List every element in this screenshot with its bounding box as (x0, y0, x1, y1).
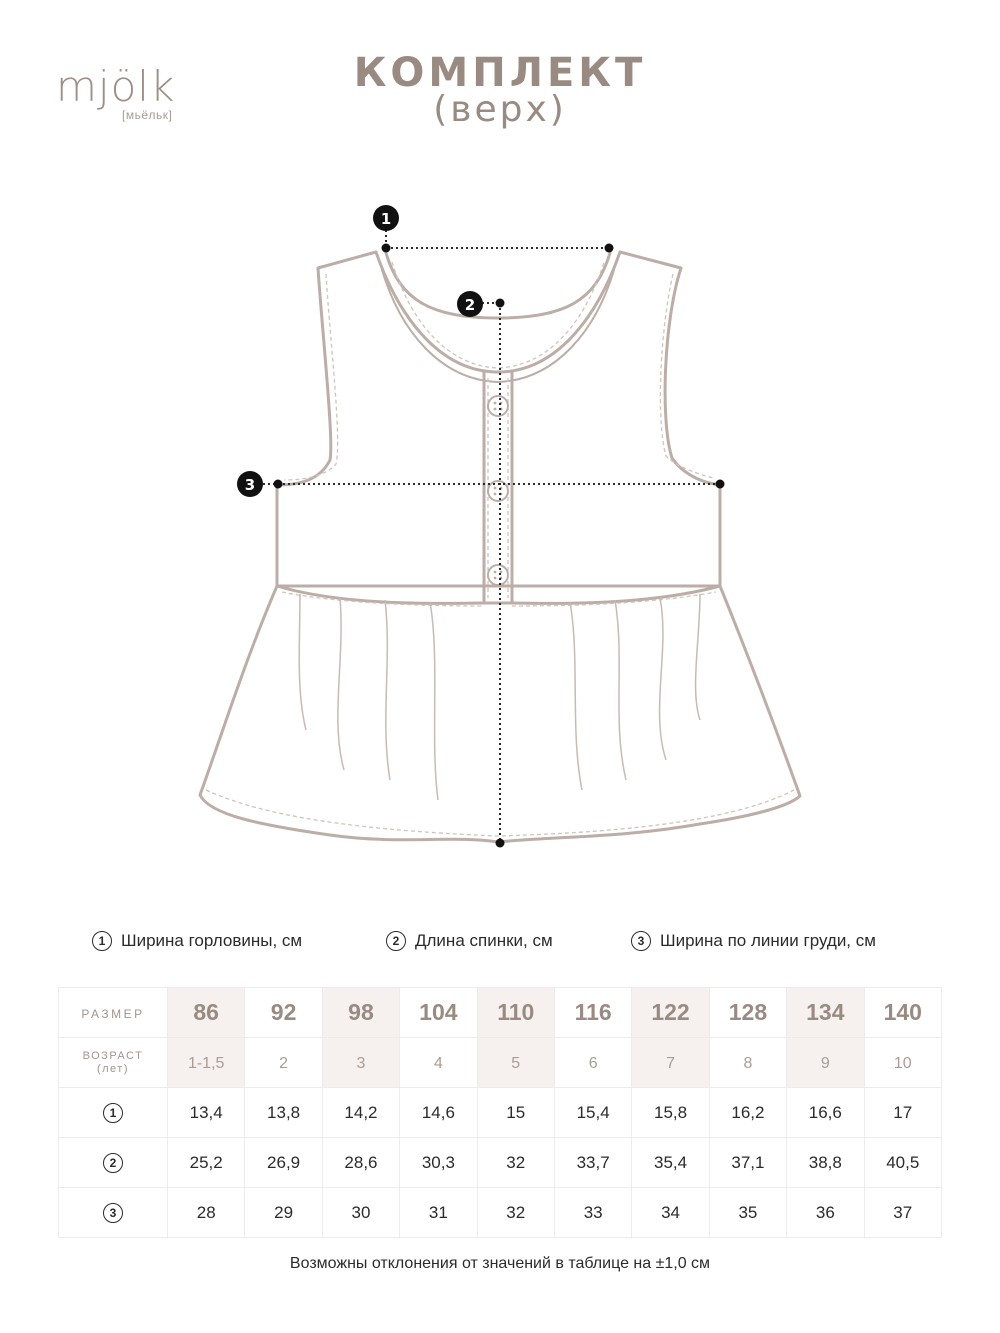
age-cell: 7 (632, 1038, 709, 1088)
age-cell: 1-1,5 (168, 1038, 245, 1088)
value-cell: 32 (477, 1138, 554, 1188)
page-subtitle: (верх) (433, 89, 567, 130)
size-cell: 116 (554, 988, 631, 1038)
marker-3-icon (237, 471, 263, 497)
tolerance-note: Возможны отклонения от значений в таблице на ±1,0 см (289, 1255, 711, 1272)
value-cell: 13,8 (245, 1088, 322, 1138)
legend-label: Ширина по линии груди, см (660, 931, 876, 950)
number-circle-icon: 1 (103, 1103, 123, 1123)
number-circle-icon: 3 (631, 931, 651, 951)
size-cell: 110 (477, 988, 554, 1038)
value-cell: 15,4 (554, 1088, 631, 1138)
value-cell: 32 (477, 1188, 554, 1238)
value-cell: 29 (245, 1188, 322, 1238)
number-circle-icon: 2 (386, 931, 406, 951)
size-cell: 86 (168, 988, 245, 1038)
row-number (59, 1138, 168, 1188)
row-number (59, 1188, 168, 1238)
value-cell: 30 (322, 1188, 399, 1238)
size-cell: 134 (787, 988, 864, 1038)
size-cell: 128 (709, 988, 786, 1038)
value-cell: 17 (864, 1088, 941, 1138)
value-cell: 25,2 (168, 1138, 245, 1188)
value-cell: 14,6 (400, 1088, 477, 1138)
size-header: РАЗМЕР (59, 988, 168, 1038)
size-cell: 92 (245, 988, 322, 1038)
size-cell: 140 (864, 988, 941, 1038)
age-cell: 3 (322, 1038, 399, 1088)
age-header: ВОЗРАСТ (лет) (59, 1038, 168, 1088)
number-circle-icon: 3 (103, 1203, 123, 1223)
logo-subtext: [мьёльк] (122, 108, 173, 122)
button-1 (488, 396, 508, 416)
age-cell: 9 (787, 1038, 864, 1088)
value-cell: 15 (477, 1088, 554, 1138)
age-cell: 4 (400, 1038, 477, 1088)
svg-text:2: 2 (464, 296, 476, 314)
value-cell: 14,2 (322, 1088, 399, 1138)
table-row-neck-width (59, 1088, 942, 1138)
age-cell: 8 (709, 1038, 786, 1088)
legend-item-chest (631, 931, 876, 951)
value-cell: 28,6 (322, 1138, 399, 1188)
size-cell: 122 (632, 988, 709, 1038)
number-circle-icon: 1 (92, 931, 112, 951)
table-row-ages (59, 1038, 942, 1088)
measurement-legend (0, 931, 1000, 959)
svg-text:3: 3 (244, 476, 256, 494)
value-cell: 37 (864, 1188, 941, 1238)
neckline-inner (386, 253, 610, 318)
value-cell: 16,6 (787, 1088, 864, 1138)
value-cell: 26,9 (245, 1138, 322, 1188)
number-circle-icon: 2 (103, 1153, 123, 1173)
legend-item-neck (92, 931, 302, 951)
legend-item-length (386, 931, 553, 951)
value-cell: 16,2 (709, 1088, 786, 1138)
legend-label: Ширина горловины, см (121, 931, 303, 950)
svg-text:1: 1 (380, 210, 392, 228)
value-cell: 31 (400, 1188, 477, 1238)
value-cell: 33,7 (554, 1138, 631, 1188)
value-cell: 36 (787, 1188, 864, 1238)
marker-2-icon (457, 291, 483, 317)
value-cell: 15,8 (632, 1088, 709, 1138)
value-cell: 28 (168, 1188, 245, 1238)
age-cell: 6 (554, 1038, 631, 1088)
size-cell: 104 (400, 988, 477, 1038)
neck-band (382, 270, 614, 382)
value-cell: 40,5 (864, 1138, 941, 1188)
table-row-chest-width (59, 1188, 942, 1238)
value-cell: 35,4 (632, 1138, 709, 1188)
age-cell: 5 (477, 1038, 554, 1088)
page-title: КОМПЛЕКТ (353, 50, 647, 96)
value-cell: 33 (554, 1188, 631, 1238)
size-cell: 98 (322, 988, 399, 1038)
legend-label: Длина спинки, см (415, 931, 553, 950)
value-cell: 30,3 (400, 1138, 477, 1188)
logo-text: mjölk (56, 62, 176, 111)
size-table (58, 987, 942, 1238)
value-cell: 34 (632, 1188, 709, 1238)
value-cell: 35 (709, 1188, 786, 1238)
value-cell: 37,1 (709, 1138, 786, 1188)
table-row-back-length (59, 1138, 942, 1188)
row-number (59, 1088, 168, 1138)
age-cell: 2 (245, 1038, 322, 1088)
value-cell: 38,8 (787, 1138, 864, 1188)
garment-diagram (0, 190, 1000, 870)
button-3 (488, 565, 508, 585)
value-cell: 13,4 (168, 1088, 245, 1138)
table-row-sizes (59, 988, 942, 1038)
marker-1-icon (373, 205, 399, 231)
age-cell: 10 (864, 1038, 941, 1088)
